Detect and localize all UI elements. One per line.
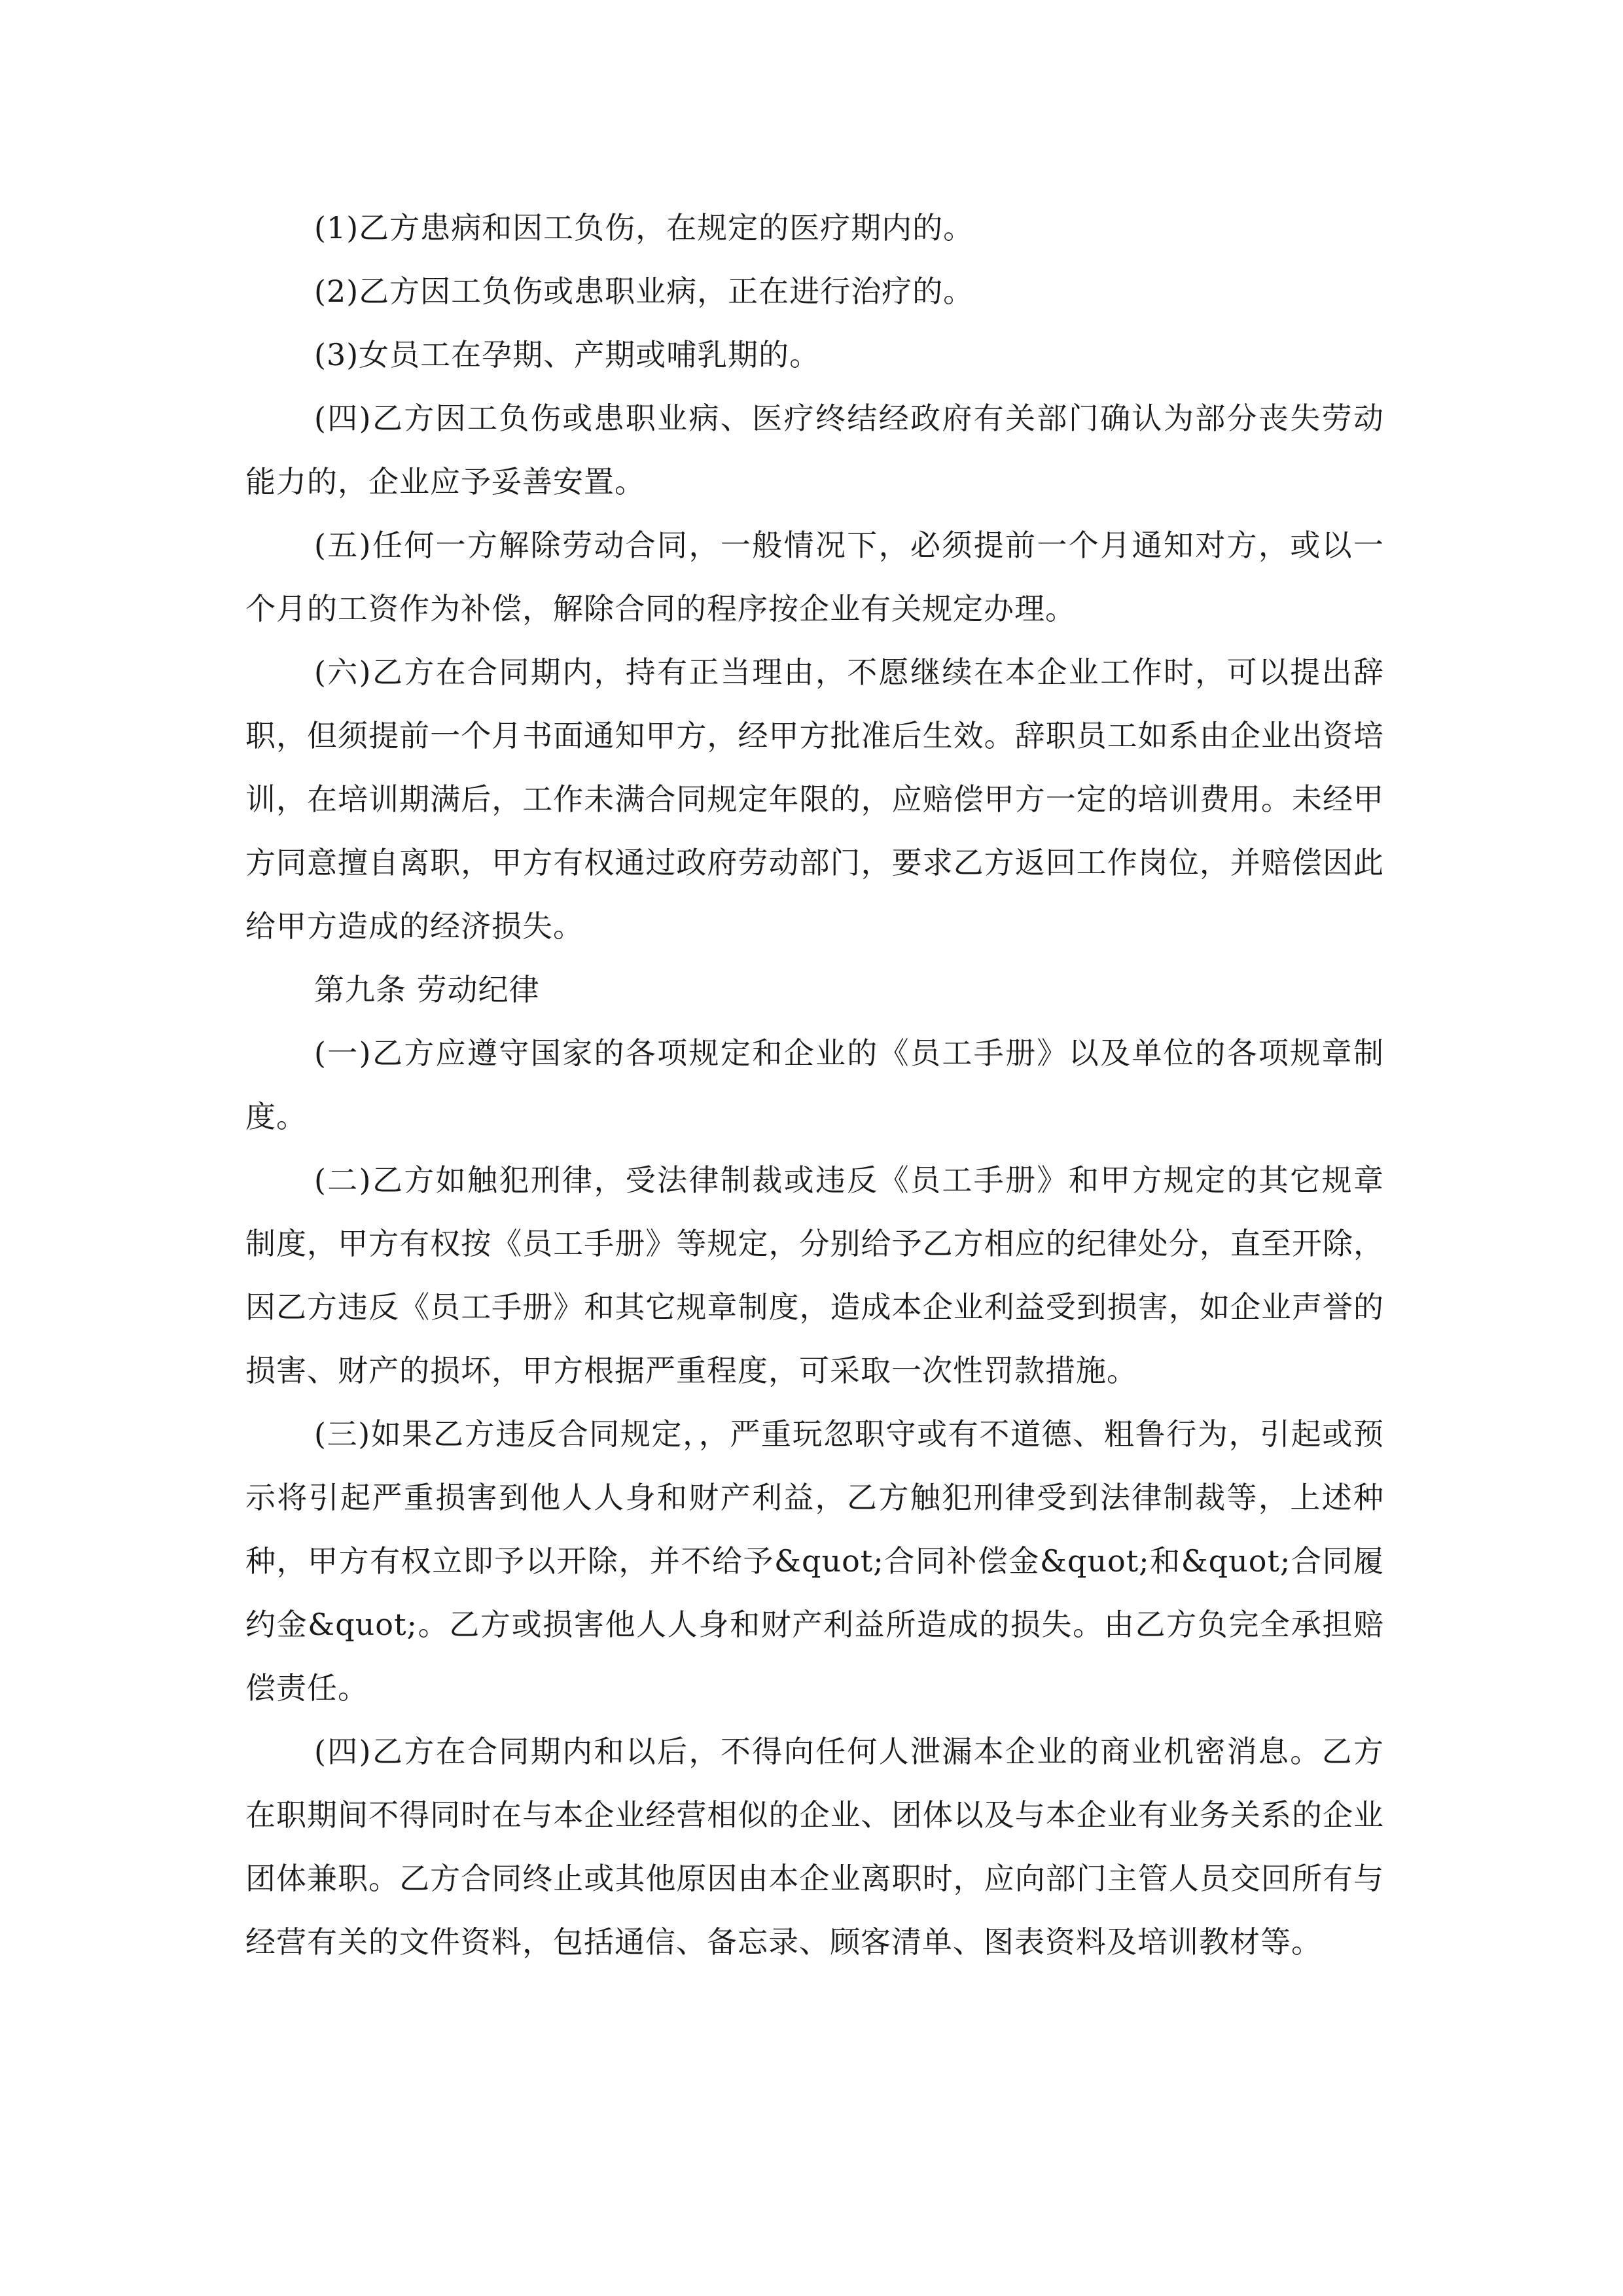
article-clause-4: (四)乙方在合同期内和以后，不得向任何人泄漏本企业的商业机密消息。乙方在职期间不得同时在与本企业经营相似的企业、团体以及与本企业有业务关系的企业团体兼职。乙方合同终止或其他原因由本企业离职时，应向部门主管人员交回所有与经营有关的文件资料，包括通信、备忘录、顾客清单、图表资料及培训教材等。 <box>245 1734 1384 1960</box>
clause-2: (2)乙方因工负伤或患职业病，正在进行治疗的。 <box>314 274 974 309</box>
clause-3: (3)女员工在孕期、产期或哺乳期的。 <box>314 337 821 372</box>
clause-1: (1)乙方患病和因工负伤，在规定的医疗期内的。 <box>314 210 974 245</box>
article-clause-2: (二)乙方如触犯刑律，受法律制裁或违反《员工手册》和甲方规定的其它规章制度，甲方有权按《员工手册》等规定，分别给予乙方相应的纪律处分，直至开除，因乙方违反《员工手册》和其它规章制度，造成本企业利益受到损害，如企业声誉的损害、财产的损坏，甲方根据严重程度，可采取一次性罚款措施。 <box>245 1162 1384 1388</box>
article-clause-1: (一)乙方应遵守国家的各项规定和企业的《员工手册》以及单位的各项规章制度。 <box>245 1035 1384 1134</box>
article-heading: 第九条 劳动纪律 <box>314 972 540 1007</box>
clause-6: (六)乙方在合同期内，持有正当理由，不愿继续在本企业工作时，可以提出辞职，但须提前一个月书面通知甲方，经甲方批准后生效。辞职员工如系由企业出资培训，在培训期满后，工作未满合同规定年限的，应赔偿甲方一定的培训费用。未经甲方同意擅自离职，甲方有权通过政府劳动部门，要求乙方返回工作岗位，并赔偿因此给甲方造成的经济损失。 <box>245 655 1384 944</box>
document-body <box>245 196 1384 1974</box>
clause-5: (五)任何一方解除劳动合同，一般情况下，必须提前一个月通知对方，或以一个月的工资作为补偿，解除合同的程序按企业有关规定办理。 <box>245 528 1384 626</box>
article-clause-3: (三)如果乙方违反合同规定，，严重玩忽职守或有不道德、粗鲁行为，引起或预示将引起严重损害到他人人身和财产利益，乙方触犯刑律受到法律制裁等，上述种种，甲方有权立即予以开除，并不给予&quot;合同补偿金&quot;和&quot;合同履约金&quot;。乙方或损害他人人身和财产利益所造成的损失。由乙方负完全承担赔偿责任。 <box>245 1416 1384 1706</box>
clause-4: (四)乙方因工负伤或患职业病、医疗终结经政府有关部门确认为部分丧失劳动能力的，企业应予妥善安置。 <box>245 401 1384 499</box>
